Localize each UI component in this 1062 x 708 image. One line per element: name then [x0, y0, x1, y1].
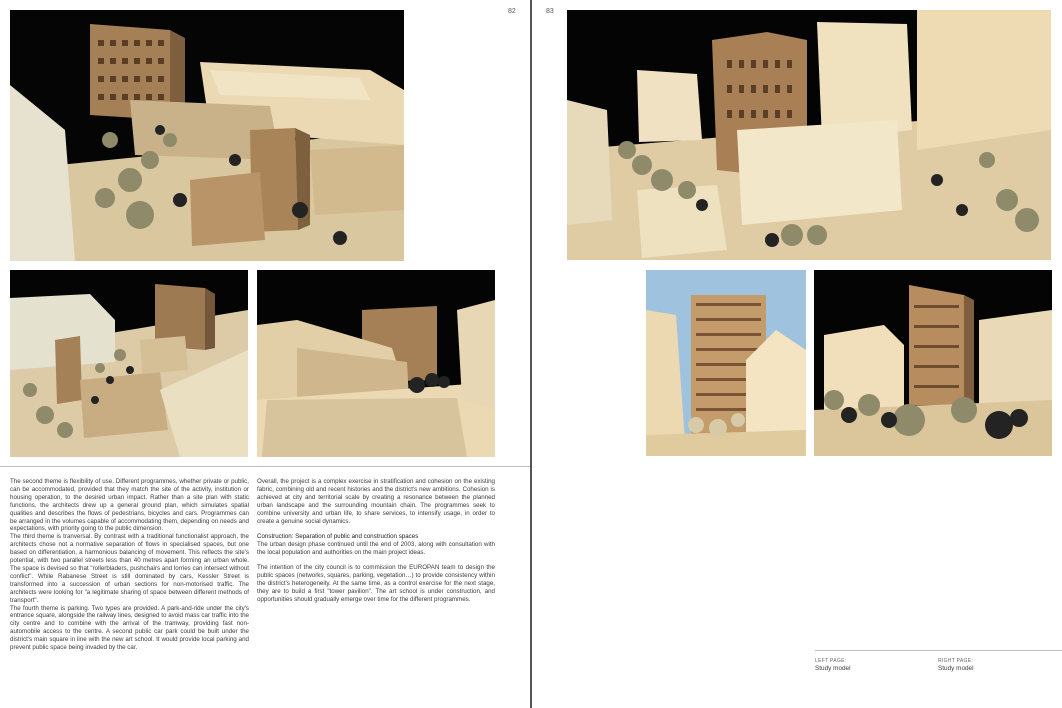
model-photo-tower-dark-right — [814, 270, 1052, 456]
caption-left-label: LEFT PAGE: — [815, 658, 847, 664]
model-photo-4-graphic — [567, 10, 1051, 260]
caption-rule — [815, 650, 1062, 651]
page-number-right: 83 — [546, 8, 554, 15]
model-photo-aerial-right — [567, 10, 1051, 260]
text-divider-rule — [0, 466, 530, 467]
section-heading-construction: Construction: Separation of public and construction spaces — [257, 533, 419, 541]
model-photo-tower-sky-right — [646, 270, 806, 456]
caption-right-page — [938, 657, 974, 673]
body-paragraph-transversal: The third theme is tranversal. By contrast with a traditional functionalist approach, the architects chose not a normative separation of flows in specialised spaces, but one based on differentiation, a harmonious balancing of movement. This reflects the site's potential, with two parallel streets less than 40 metres apart forming an urban whole. The space is devised so that "rollerbladers, pushchairs and lorries can intersect without conflict". While Rabanese Street is still dominated by cars, Kessler Street is transformed into a succession of urban sections for non-motorised traffic. The architects were looking for "a legitimate sharing of space between different methods of transport". — [10, 533, 249, 604]
caption-left-page — [815, 657, 851, 673]
body-text-column-1 — [10, 478, 249, 652]
caption-left-text: Study model — [815, 665, 851, 672]
model-photo-5-graphic — [646, 270, 806, 456]
left-page — [0, 0, 530, 708]
body-paragraph-parking: The fourth theme is parking. Two types are provided. A park-and-ride under the city's entrance square, alongside the railway lines, designed to avoid mass car traffic into the city centre and to combine with the arrival of the tramway, providing fast non-automobile access to the centre. A second public car park could be built under the district's main square in line with the new art school. It would provide local parking and prevent public space being invaded by the car. — [10, 604, 249, 652]
model-photo-wide-left — [10, 270, 248, 457]
body-paragraph-overall: Overall, the project is a complex exercise in stratification and cohesion on the existing fabric, combining old and recent histories and the district's new ambitions. Cohesion is achieved at city and territorial scale by creating a resonance between the planned urban landscape and the surrounding mountain chain. The programmes seek to combine university and urban life, to share services, to intensify usage, in order to create a genuine social dynamics. — [257, 478, 495, 525]
model-photo-1-graphic — [10, 10, 404, 261]
body-paragraph-city-council: The intention of the city council is to commission the EUROPAN team to design the public spaces (networks, squares, parking, vegetation…) to provide consistency within the district's heterogeneity. At the same time, as a control exercise for the next stage, they are to build a first "tower pavilion". The art school is under construction, and opportunities should gradually emerge over time for the different programmes. — [257, 564, 495, 603]
right-page — [532, 0, 1062, 708]
model-photo-3-graphic — [257, 270, 495, 457]
body-paragraph-urban-design-phase: The urban design phase continued until the end of 2003, along with consultation with the local population and authorities on the main project ideas. — [257, 541, 495, 557]
caption-right-label: RIGHT PAGE: — [938, 658, 974, 664]
body-text-column-2 — [257, 478, 495, 604]
model-photo-street-left — [257, 270, 495, 457]
body-paragraph-flexibility: The second theme is flexibility of use. Different programmes, whether private or public, can be accommodated, provided that they match the site of the activity, institution or housing operation, to the desired urban impact. Rather than a site plan with static functions, the architects drew up a general ground plan, which simulates spatial qualities and describes the flows of pedestrians, bicycles and cars. Programmes can be arranged in the volumes capable of accommodating them, depending on needs and expectations, with priority going to the public dimension. — [10, 478, 249, 533]
model-photo-6-graphic — [814, 270, 1052, 456]
model-photo-2-graphic — [10, 270, 248, 457]
caption-right-text: Study model — [938, 665, 974, 672]
model-photo-aerial-tower-left — [10, 10, 404, 261]
page-number-left: 82 — [508, 8, 516, 15]
